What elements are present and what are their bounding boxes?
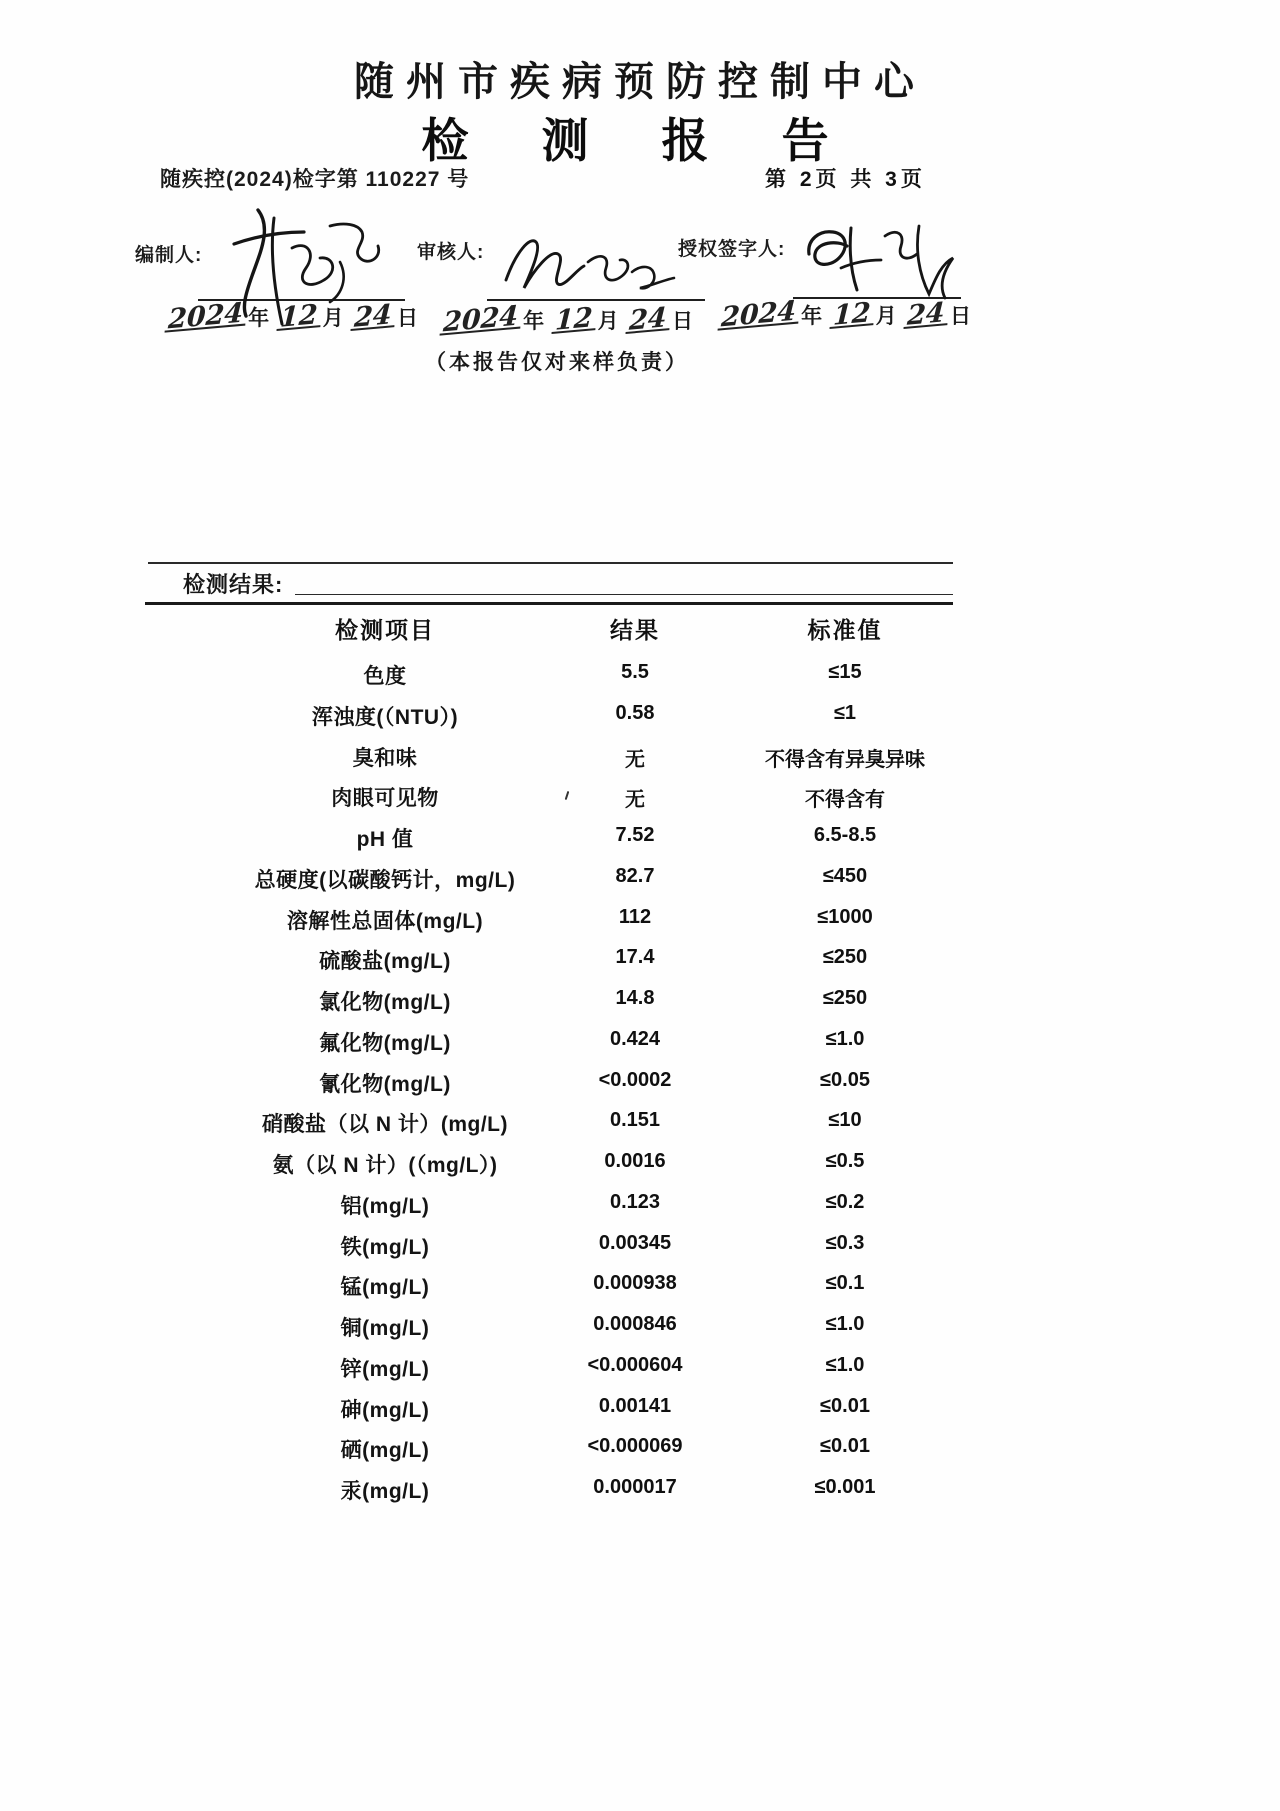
row-result-value: 14.8 (615, 987, 655, 1009)
preparer-date-year: 2024 (165, 303, 247, 332)
row-result-value: 0.0016 (604, 1150, 666, 1172)
table-row (0, 1426, 1280, 1467)
table-row (0, 1100, 1280, 1141)
row-result-value: 17.4 (615, 946, 655, 969)
results-table-header (0, 612, 1280, 652)
column-header-item: 检测项目 (335, 617, 435, 643)
authorizer-date (718, 295, 973, 334)
results-label-rule (295, 594, 953, 595)
row-standard-value: ≤0.2 (825, 1190, 865, 1213)
row-standard-value: ≤1.0 (825, 1353, 865, 1376)
row-item-name: 铁(mg/L) (340, 1235, 430, 1259)
row-item-name: 色度 (363, 665, 407, 688)
reviewer-label: 审核人: (417, 242, 485, 263)
row-result-value: 0.424 (609, 1027, 661, 1050)
row-result-value: 0.151 (609, 1109, 661, 1132)
page-indicator: 第 2页 共 3页 (765, 168, 926, 191)
row-result-value: 无 (625, 789, 645, 812)
column-header-result: 结果 (610, 617, 660, 643)
row-result-value: 0.000938 (593, 1272, 677, 1295)
row-item-name: 总硬度(以碳酸钙计，mg/L) (254, 868, 516, 892)
row-result-value: 0.000846 (593, 1313, 677, 1335)
report-title: 检 测 报 告 (421, 114, 859, 167)
table-row (0, 1304, 1280, 1345)
table-row (0, 978, 1280, 1019)
table-row (0, 1223, 1280, 1264)
table-row (0, 897, 1280, 938)
row-item-name: 溶解性总固体(mg/L) (286, 909, 484, 933)
row-item-name: 氰化物(mg/L) (319, 1072, 451, 1096)
day-char: 日 (672, 310, 695, 333)
row-result-value: 0.00141 (598, 1394, 672, 1417)
row-item-name: pH 值 (356, 828, 414, 851)
row-item-name: 硝酸盐（以 N 计）(mg/L) (262, 1113, 508, 1137)
reviewer-signature (492, 222, 687, 307)
table-row (0, 652, 1280, 693)
table-row (0, 856, 1280, 897)
row-standard-value: ≤0.1 (825, 1272, 865, 1295)
row-standard-value: ≤1 (833, 701, 857, 724)
results-rows (0, 652, 1280, 1508)
row-standard-value: 不得含有 (805, 789, 885, 812)
column-header-standard: 标准值 (807, 617, 883, 643)
month-char: 月 (875, 305, 899, 328)
year-char: 年 (248, 307, 272, 330)
row-standard-value: ≤10 (828, 1109, 862, 1132)
row-standard-value: ≤250 (822, 946, 868, 969)
report-note: （本报告仅对来样负责） (425, 351, 689, 374)
table-row (0, 1345, 1280, 1386)
row-item-name: 肉眼可见物 (331, 787, 439, 811)
row-standard-value: ≤0.01 (820, 1435, 870, 1458)
year-char: 年 (801, 305, 825, 328)
organization-name: 随州市疾病预防控制中心 (354, 59, 926, 104)
row-result-value: <0.0002 (598, 1068, 672, 1091)
row-item-name: 铝(mg/L) (340, 1194, 430, 1218)
table-row (0, 734, 1280, 775)
row-standard-value: ≤450 (822, 864, 868, 887)
row-item-name: 浑浊度(（NTU）) (311, 705, 459, 729)
results-top-rule (148, 562, 953, 564)
row-standard-value: ≤1.0 (825, 1313, 865, 1335)
row-result-value: 7.52 (615, 824, 655, 846)
row-standard-value: ≤0.3 (825, 1231, 865, 1254)
authorizer-signature (793, 206, 968, 306)
row-item-name: 臭和味 (352, 746, 418, 770)
authorizer-date-year: 2024 (718, 301, 800, 330)
row-result-value: 82.7 (615, 864, 655, 887)
row-standard-value: 6.5-8.5 (813, 824, 877, 846)
row-result-value: 5.5 (621, 661, 649, 683)
row-item-name: 氟化物(mg/L) (319, 1031, 451, 1055)
row-standard-value: ≤0.5 (825, 1150, 865, 1172)
row-item-name: 汞(mg/L) (340, 1480, 430, 1503)
month-char: 月 (597, 310, 621, 333)
row-standard-value: ≤15 (828, 661, 862, 683)
row-standard-value: ≤0.001 (814, 1476, 876, 1498)
day-char: 日 (950, 305, 973, 328)
row-item-name: 氨（以 N 计）(（mg/L）) (272, 1154, 498, 1177)
preparer-date (165, 297, 420, 336)
table-row (0, 1141, 1280, 1182)
row-standard-value: ≤1000 (817, 905, 873, 928)
preparer-label: 编制人: (135, 245, 203, 266)
preparer-date-month: 12 (277, 305, 322, 331)
row-result-value: 0.58 (615, 701, 655, 724)
row-result-value: 112 (618, 905, 652, 928)
reviewer-date-month: 12 (552, 308, 597, 334)
document-meta-row (0, 163, 1280, 193)
row-standard-value: ≤0.01 (820, 1394, 870, 1417)
day-char: 日 (397, 307, 420, 330)
row-standard-value: ≤250 (822, 987, 868, 1009)
table-row (0, 693, 1280, 734)
row-item-name: 硫酸盐(mg/L) (319, 950, 451, 974)
table-row (0, 1467, 1280, 1508)
row-item-name: 砷(mg/L) (340, 1398, 430, 1422)
table-row (0, 1182, 1280, 1223)
row-item-name: 锌(mg/L) (340, 1357, 430, 1381)
row-item-name: 氯化物(mg/L) (319, 991, 451, 1014)
table-row (0, 1019, 1280, 1060)
table-row (0, 1386, 1280, 1427)
table-row (0, 1263, 1280, 1304)
authorizer-label: 授权签字人: (678, 239, 786, 260)
table-row (0, 815, 1280, 856)
row-result-value: <0.000604 (587, 1353, 683, 1376)
table-row (0, 937, 1280, 978)
row-standard-value: 不得含有异臭异味 (765, 748, 925, 771)
results-header-rule (145, 602, 953, 605)
row-result-value: 0.123 (609, 1190, 661, 1213)
table-row (0, 774, 1280, 815)
preparer-date-day: 24 (351, 305, 396, 331)
table-row (0, 1060, 1280, 1101)
authorizer-date-month: 12 (830, 303, 875, 329)
reviewer-date-year: 2024 (440, 306, 522, 335)
row-result-value: 0.00345 (598, 1231, 672, 1254)
row-result-value: 0.000017 (593, 1476, 677, 1498)
month-char: 月 (322, 307, 346, 330)
reviewer-date (440, 300, 695, 339)
row-item-name: 铜(mg/L) (340, 1317, 430, 1340)
row-item-name: 锰(mg/L) (340, 1276, 430, 1300)
authorizer-date-day: 24 (904, 303, 949, 329)
results-section-label: 检测结果: (183, 572, 284, 597)
reviewer-date-day: 24 (626, 308, 671, 334)
document-number: 随疾控(2024)检字第 110227 号 (160, 168, 470, 191)
year-char: 年 (523, 310, 547, 333)
row-standard-value: ≤0.05 (820, 1068, 870, 1091)
row-result-value: 无 (625, 748, 645, 771)
row-item-name: 硒(mg/L) (340, 1439, 430, 1463)
row-result-value: <0.000069 (587, 1435, 683, 1458)
row-standard-value: ≤1.0 (825, 1027, 865, 1050)
